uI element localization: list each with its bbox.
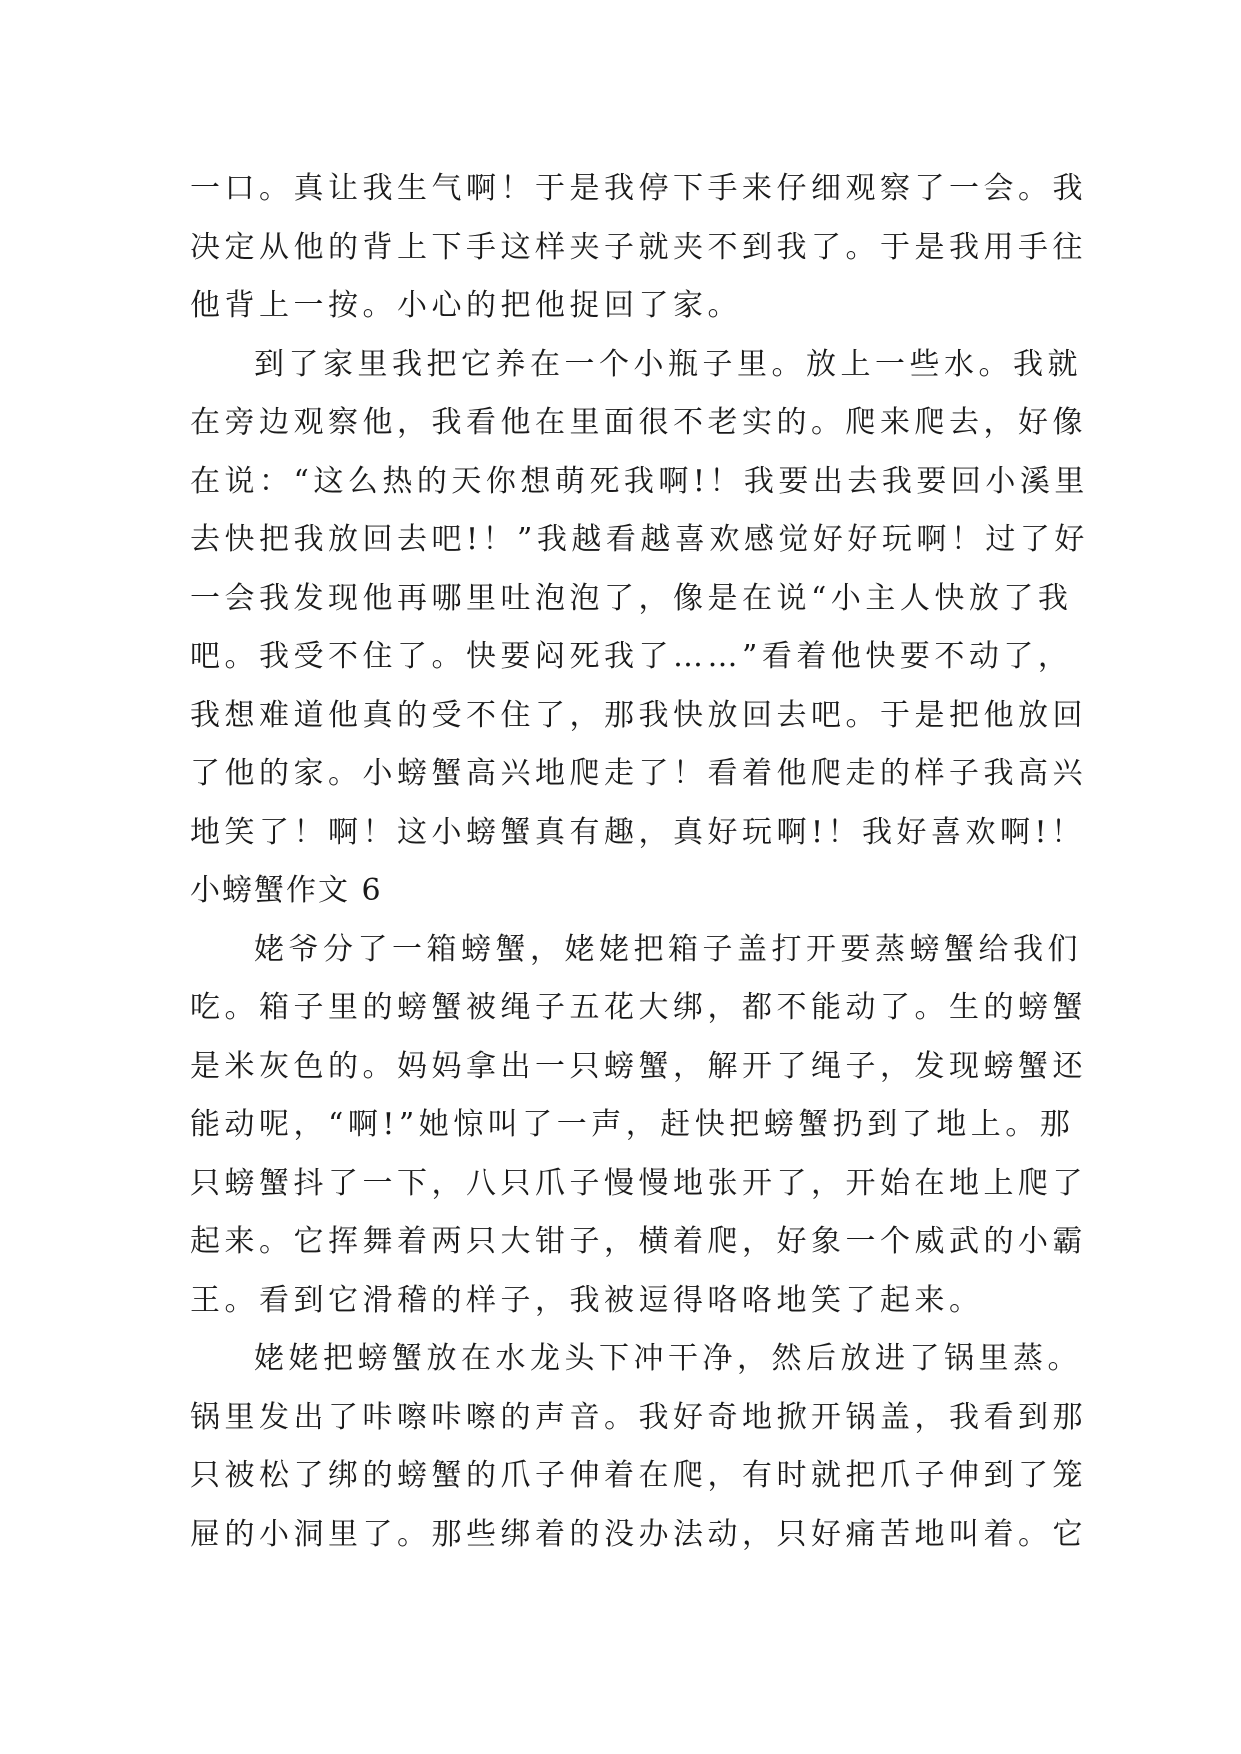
text-line: 起来。它挥舞着两只大钳子，横着爬，好象一个威武的小霸 — [190, 1224, 1087, 1259]
text-line: 只被松了绑的螃蟹的爪子伸着在爬，有时就把爪子伸到了笼 — [190, 1458, 1087, 1493]
text-line: 姥爷分了一箱螃蟹，姥姥把箱子盖打开要蒸螃蟹给我们 — [254, 931, 1082, 967]
text-line: 能动呢，“啊!”她惊叫了一声，赶快把螃蟹扔到了地上。那 — [190, 1107, 1075, 1142]
text-line: 姥姥把螃蟹放在水龙头下冲干净，然后放进了锅里蒸。 — [254, 1341, 1082, 1376]
text-line: 到了家里我把它养在一个小瓶子里。放上一些水。我就 — [254, 346, 1082, 382]
text-line: 屉的小洞里了。那些绑着的没办法动，只好痛苦地叫着。它 — [190, 1516, 1087, 1552]
text-line: 锅里发出了咔嚓咔嚓的声音。我好奇地掀开锅盖，我看到那 — [190, 1399, 1087, 1435]
text-line: 只螃蟹抖了一下，八只爪子慢慢地张开了，开始在地上爬了 — [190, 1165, 1087, 1201]
text-line: 吃。箱子里的螃蟹被绳子五花大绑，都不能动了。生的螃蟹 — [190, 990, 1087, 1025]
text-line: 在说：“这么热的天你想萌死我啊!！我要出去我要回小溪里 — [190, 463, 1089, 499]
text-line: 他背上一按。小心的把他捉回了家。 — [190, 288, 742, 323]
text-line: 决定从他的背上下手这样夹子就夹不到我了。于是我用手往 — [190, 229, 1087, 265]
text-line: 王。看到它滑稽的样子，我被逗得咯咯地笑了起来。 — [190, 1282, 984, 1318]
document-body — [190, 160, 1089, 1564]
text-line: 一会我发现他再哪里吐泡泡了，像是在说“小主人快放了我 — [190, 580, 1073, 616]
text-line: 在旁边观察他，我看他在里面很不老实的。爬来爬去，好像 — [190, 405, 1087, 440]
text-line: 去快把我放回去吧!！”我越看越喜欢感觉好好玩啊！过了好 — [190, 522, 1089, 557]
text-line: 吧。我受不住了。快要闷死我了……”看着他快要不动了， — [190, 639, 1073, 674]
text-line: 我想难道他真的受不住了，那我快放回去吧。于是把他放回 — [190, 697, 1087, 733]
text-line: 地笑了！啊！这小螃蟹真有趣，真好玩啊!！我好喜欢啊!！ — [190, 814, 1086, 850]
text-line: 是米灰色的。妈妈拿出一只螃蟹，解开了绳子，发现螃蟹还 — [190, 1048, 1087, 1084]
section-heading: 小螃蟹作文 6 — [190, 873, 383, 908]
text-line: 了他的家。小螃蟹高兴地爬走了！看着他爬走的样子我高兴 — [190, 756, 1087, 791]
text-line: 一口。真让我生气啊！于是我停下手来仔细观察了一会。我 — [190, 171, 1087, 206]
